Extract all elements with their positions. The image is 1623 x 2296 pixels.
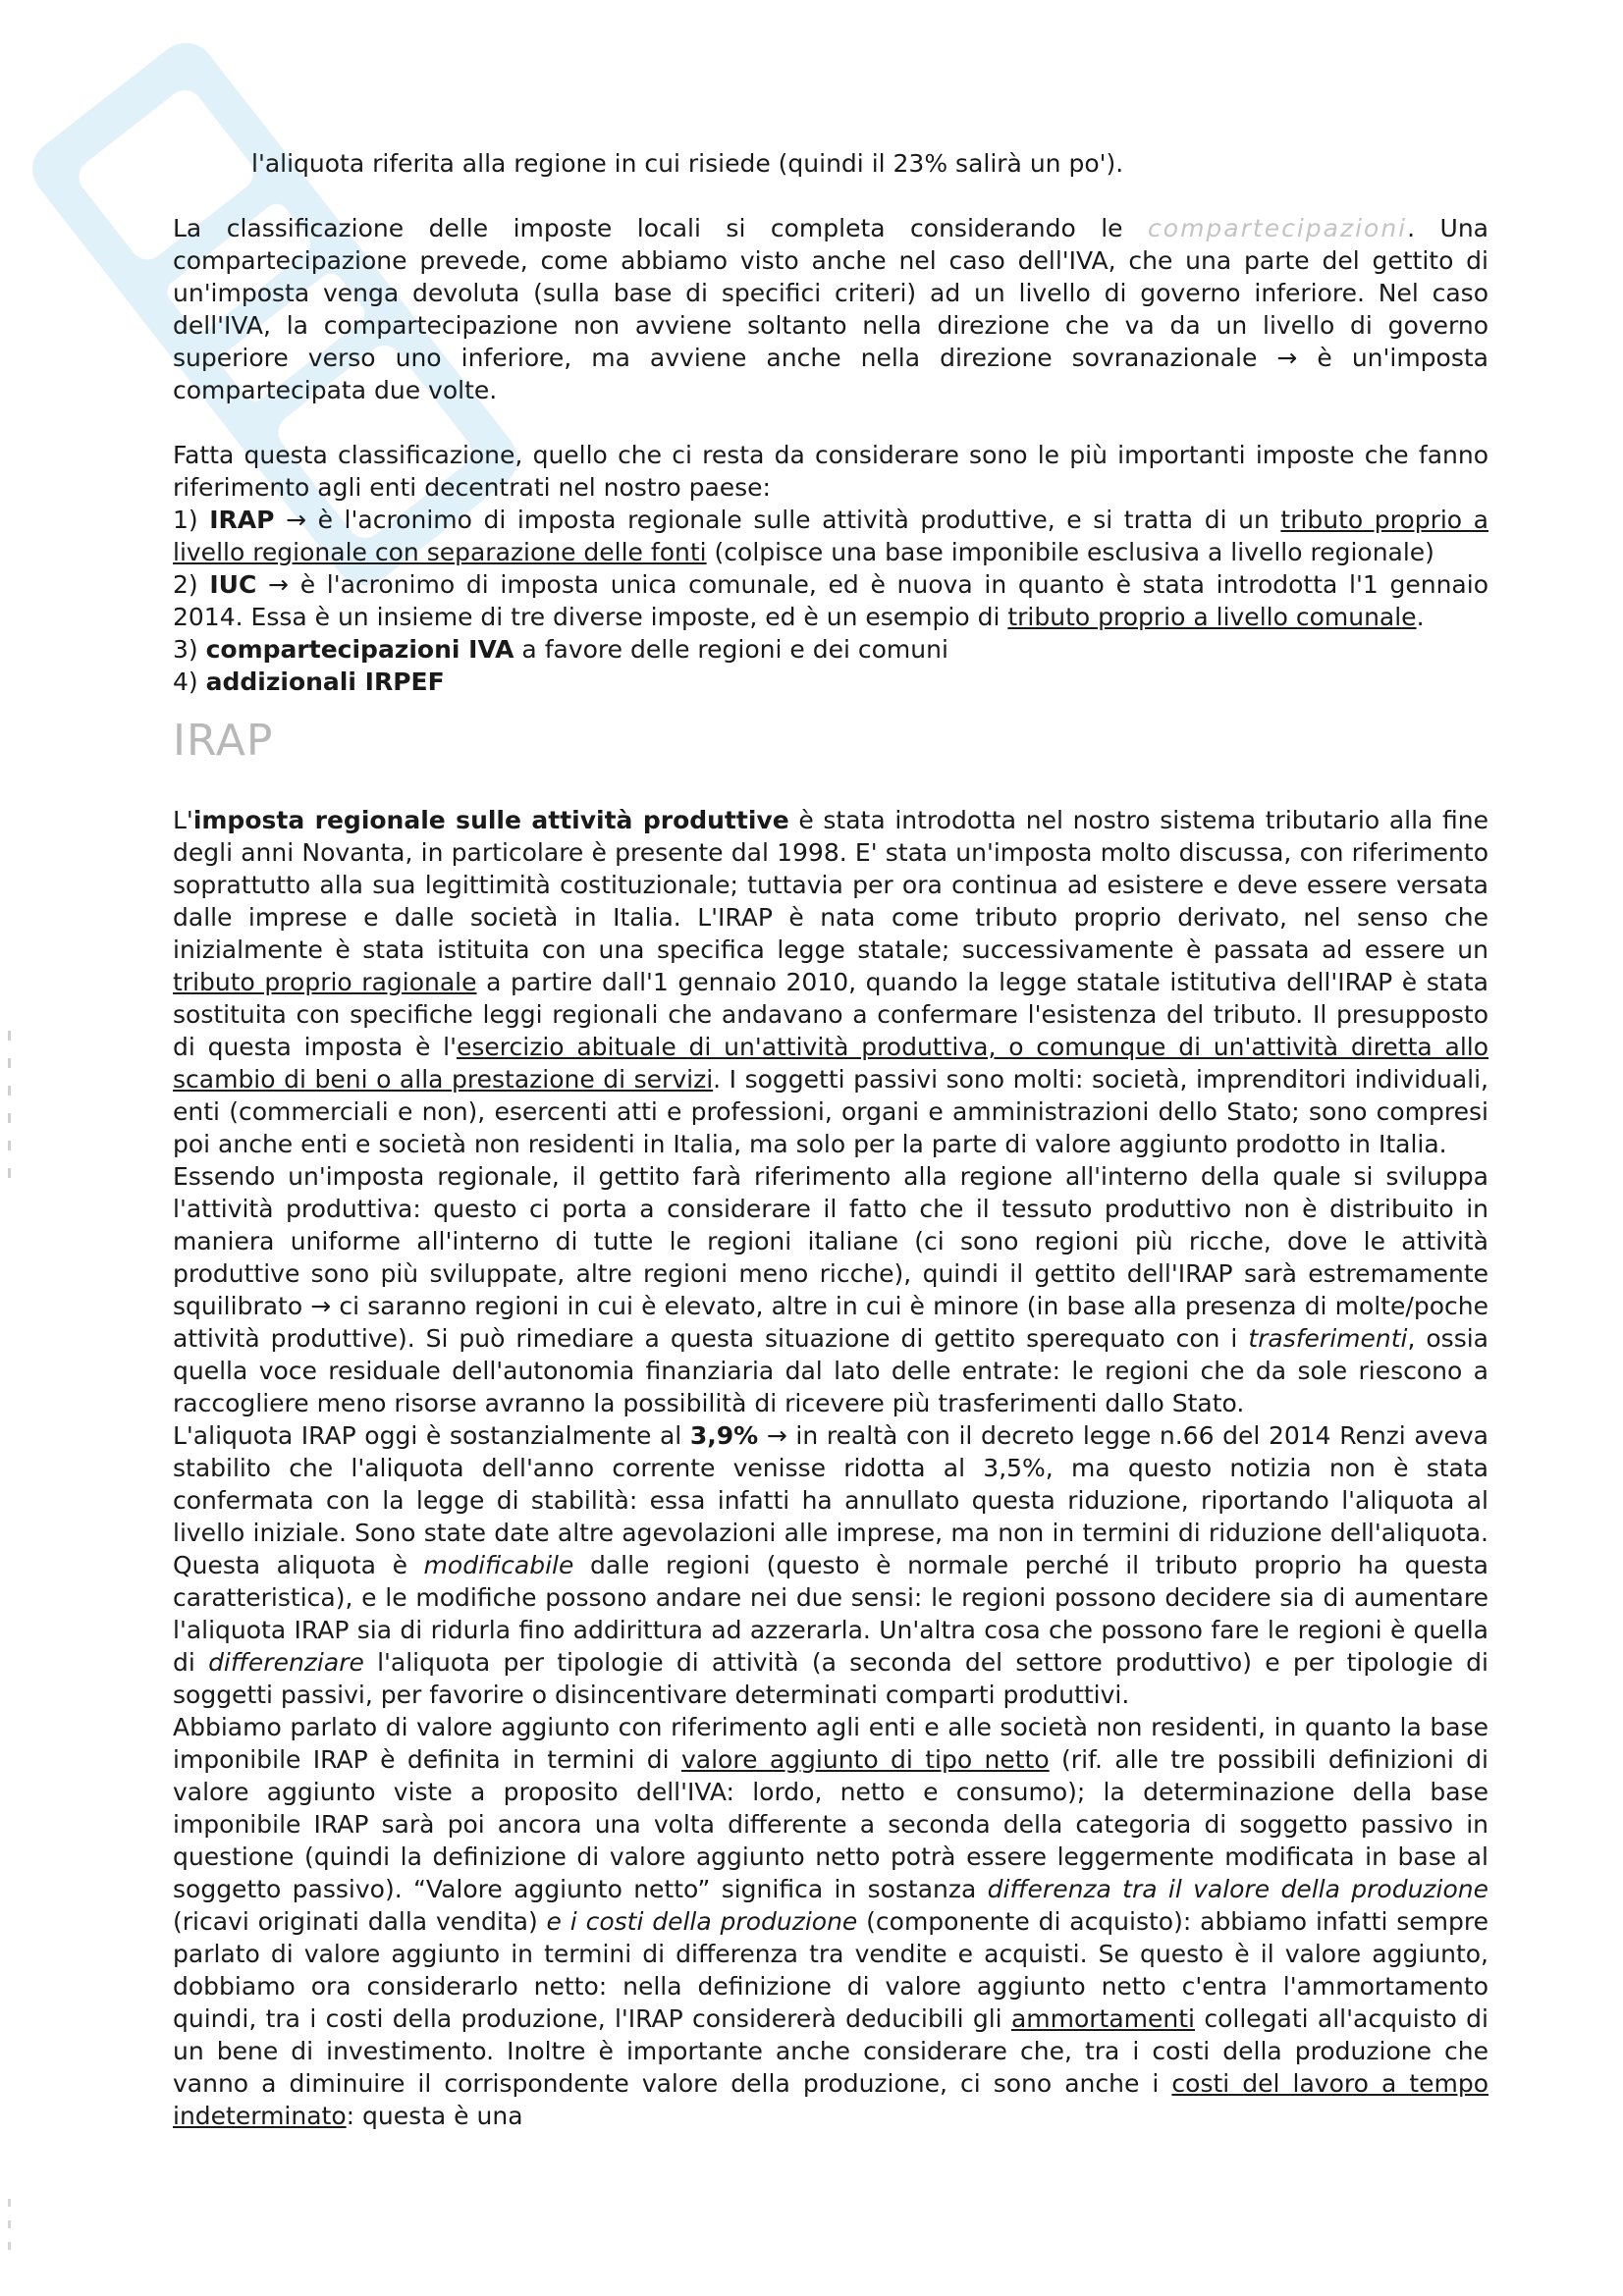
list-item xyxy=(173,666,1488,698)
underlined-text: tributo proprio a livello comunale xyxy=(1007,603,1417,631)
text-run: collegati all'acquisto di un bene di investimento. Inoltre è importante anche considerare che, tra i costi della produzione che vanno a diminuire il corrispondente valore della produzione, ci sono anche i xyxy=(173,2004,1488,2098)
bold-text: 3,9% xyxy=(689,1421,759,1450)
text-run: . I soggetti passivi sono molti: società, imprenditori individuali, enti (commerciali e non), esercenti atti e professioni, organi e amministrazioni dello Stato; sono compresi poi anche enti e società non residenti in Italia, ma solo per la parte di valore aggiunto prodotto in Italia. xyxy=(173,1065,1488,1158)
margin-marks xyxy=(8,1031,12,1227)
item-number: 4) xyxy=(173,667,206,696)
item-title: IUC xyxy=(209,570,257,599)
text-run: (ricavi originati dalla vendita) xyxy=(173,1907,547,1936)
document-page xyxy=(173,147,1488,2132)
text-run: , ossia quella voce residuale dell'autonomia finanziaria dal lato delle entrate: le regioni che da sole riescono a raccogliere meno risorse avranno la possibilità di ricevere più trasferimenti dallo Stato. xyxy=(173,1324,1488,1417)
text-run: (rif. alle tre possibili definizioni di valore aggiunto viste a proposito dell'IVA: lordo, netto e consumo); la determinazione della base imponibile IRAP sarà poi ancora una volta differente a seconda della categoria di soggetto passivo in questione (quindi la definizione di valore aggiunto netto potrà essere leggermente modificata in base al soggetto passivo). “Valore aggiunto netto” significa in sostanza xyxy=(173,1745,1488,1903)
text-run: → è l'acronimo di imposta unica comunale, ed è nuova in quanto è stata introdotta l'1 gennaio 2014. Essa è un insieme di tre diverse imposte, ed è un esempio di xyxy=(173,570,1488,631)
paragraph-gettito xyxy=(173,1160,1488,1419)
item-title: compartecipazioni IVA xyxy=(205,635,514,664)
text-run: L'aliquota IRAP oggi è sostanzialmente al xyxy=(173,1421,690,1450)
item-title: addizionali IRPEF xyxy=(205,667,445,696)
text-run: . xyxy=(1416,603,1425,631)
margin-marks-bottom xyxy=(8,2199,11,2264)
text-run: (colpisce una base imponibile esclusiva a livello regionale) xyxy=(706,538,1434,566)
item-number: 3) xyxy=(173,635,206,664)
italic-text: differenziare xyxy=(208,1648,364,1677)
underlined-text: tributo proprio a livello regionale con separazione delle fonti xyxy=(173,506,1488,566)
item-number: 1) xyxy=(173,506,210,534)
faded-term: compartecipazioni xyxy=(1148,214,1408,242)
text-run: → è l'acronimo di imposta regionale sulle attività produttive, e si tratta di un xyxy=(274,506,1281,534)
text-run: Essendo un'imposta regionale, il gettito farà riferimento alla regione all'interno della quale si sviluppa l'attività produttiva: questo ci porta a considerare il fatto che il tessuto produttivo non è distribuito in maniera uniforme all'interno di tutte le regioni italiane (ci sono regioni più ricche, dove le attività produttive sono più sviluppate, altre regioni meno ricche), quindi il gettito dell'IRAP sarà estremamente squilibrato → ci saranno regioni in cui è elevato, altre in cui è minore (in base alla presenza di molte/poche attività produttive). Si può rimediare a questa situazione di gettito sperequato con i xyxy=(173,1162,1488,1353)
text-run: a favore delle regioni e dei comuni xyxy=(514,635,948,664)
text-run: Abbiamo parlato di valore aggiunto con riferimento agli enti e alle società non residenti, in quanto la base imponibile IRAP è definita in termini di xyxy=(173,1713,1488,1774)
tax-list xyxy=(173,504,1488,698)
underlined-text: esercizio abituale di un'attività produttiva, o comunque di un'attività diretta allo scambio di beni o alla prestazione di servizi xyxy=(173,1033,1489,1094)
list-item xyxy=(173,568,1488,633)
italic-text: e i costi della produzione xyxy=(546,1907,858,1936)
paragraph-compartecipazioni xyxy=(173,212,1488,406)
item-number: 2) xyxy=(173,570,210,599)
text-run: a partire dall'1 gennaio 2010, quando la legge statale istitutiva dell'IRAP è stata sostituita con specifiche leggi regionali che andavano a confermare l'esistenza del tributo. Il presupposto di questa imposta è l' xyxy=(173,968,1488,1061)
text-run: è stata introdotta nel nostro sistema tributario alla fine degli anni Novanta, in particolare è presente dal 1998. E' stata un'imposta molto discussa, con riferimento soprattutto alla sua legittimità costituzionale; tuttavia per ora continua ad esistere e deve essere versata dalle imprese e dalle società in Italia. L'IRAP è nata come tributo proprio derivato, nel senso che inizialmente è stata istituita con una specifica legge statale; successivamente è passata ad essere un xyxy=(173,806,1488,964)
list-item xyxy=(173,504,1488,568)
bold-text: imposta regionale sulle attività produttive xyxy=(192,806,789,834)
italic-text: differenza tra il valore della produzione xyxy=(987,1875,1488,1903)
paragraph-classification: Fatta questa classificazione, quello che ci resta da considerare sono le più importanti imposte che fanno riferimento agli enti decentrati nel nostro paese: xyxy=(173,441,1488,502)
italic-text: trasferimenti xyxy=(1248,1324,1408,1353)
text-run: : questa è una xyxy=(346,2102,523,2130)
text-run: La classificazione delle imposte locali si completa considerando le xyxy=(173,214,1149,242)
paragraph-valore-aggiunto xyxy=(173,1711,1488,2132)
italic-text: modificabile xyxy=(423,1551,574,1579)
underlined-text: valore aggiunto di tipo netto xyxy=(681,1745,1050,1774)
paragraph-continuation: l'aliquota riferita alla regione in cui risiede (quindi il 23% salirà un po'). xyxy=(251,149,1124,178)
list-item xyxy=(173,633,1488,666)
paragraph-aliquota xyxy=(173,1419,1488,1711)
item-title: IRAP xyxy=(209,506,275,534)
text-run: dalle regioni (questo è normale perché il tributo proprio ha questa caratteristica), e le modifiche possono andare nei due sensi: le regioni possono decidere sia di aumentare l'aliquota IRAP sia di ridurla fino addirittura ad azzerarla. Un'altra cosa che possono fare le regioni è quella di xyxy=(173,1551,1488,1677)
text-run: L' xyxy=(173,806,193,834)
underlined-text: costi del lavoro a tempo indeterminato xyxy=(173,2069,1489,2130)
underlined-text: tributo proprio ragionale xyxy=(173,968,477,996)
text-run: . Una compartecipazione prevede, come abbiamo visto anche nel caso dell'IVA, che una parte del gettito di un'imposta venga devoluta (sulla base di specifici criteri) ad un livello di governo inferiore. Nel caso dell'IVA, la compartecipazione non avviene soltanto nella direzione che va da un livello di governo superiore verso uno inferiore, ma avviene anche nella direzione sovranazionale → è un'imposta compartecipata due volte. xyxy=(173,214,1488,404)
text-run: (componente di acquisto): abbiamo infatti sempre parlato di valore aggiunto in termini di differenza tra vendite e acquisti. Se questo è il valore aggiunto, dobbiamo ora considerarlo netto: nella definizione di valore aggiunto netto c'entra l'ammortamento quindi, tra i costi della produzione, l'IRAP considererà deducibili gli xyxy=(173,1907,1488,2033)
text-run: l'aliquota per tipologie di attività (a seconda del settore produttivo) e per tipologie di soggetti passivi, per favorire o disincentivare determinati comparti produttivi. xyxy=(173,1648,1488,1709)
section-heading: IRAP xyxy=(173,716,274,766)
text-run: → in realtà con il decreto legge n.66 del 2014 Renzi aveva stabilito che l'aliquota dell'anno corrente venisse ridotta al 3,5%, ma questo notizia non è stata confermata con la legge di stabilità: essa infatti ha annullato questa riduzione, riportando l'aliquota al livello iniziale. Sono state date altre agevolazioni alle imprese, ma non in termini di riduzione dell'aliquota. Questa aliquota è xyxy=(173,1421,1488,1579)
paragraph-irap-intro xyxy=(173,804,1488,1160)
underlined-text: ammortamenti xyxy=(1010,2004,1196,2033)
